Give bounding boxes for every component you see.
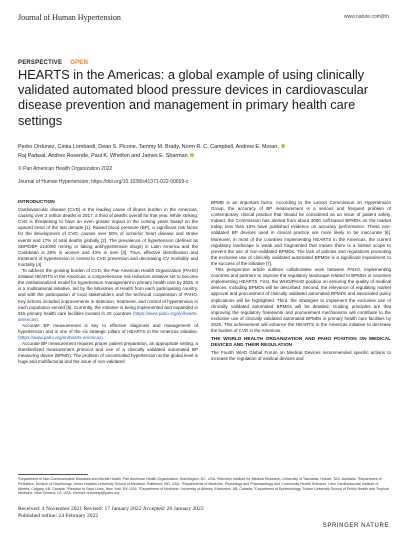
body-column-left [18, 200, 198, 366]
body-paragraph: Cardiovascular disease (CVD) is the leading cause of illness burden in the Americas, causing over 2 million deaths in 2017, a third of deaths overall for that year. While striking, CVD is threatening to have an even greater impact in the coming years based on the upward trend of the last decade [1]. Raised blood pressure (BP), a significant risk factor for the development of CVD, causes over 50% of ischemic heart disease and stroke events and 17% of total deaths globally [2]. The prevalence of hypertension (defined as SBP/DBP ≥140/90 mmHg or taking antihypertensive drugs) in Latin America and the Caribbean is 28% in women and 43% in men [3]. Thus, effective identification and treatment of hypertension is central to CVD prevention and decreasing CV morbidity and mortality [4]. [18, 207, 198, 267]
article-title: HEARTS in the Americas: a global example of using clinically validated automated blood pressure devices in cardiovascular disease prevention and management in primary health care settings [18, 67, 368, 128]
body-paragraph [18, 323, 198, 341]
body-paragraph [18, 268, 198, 323]
hearts-link[interactable]: (https://www.paho.org/en/hearts-americas). [18, 310, 198, 322]
body-text: Accurate BP measurement is key to effective diagnosis and management of hypertension and is one of the six strategic pillars of HEARTS in the Americas initiative. [18, 322, 198, 334]
body-text: To address the growing burden of CVD, the Pan American Health Organization (PAHO) initiated HEARTS in the Americas, a comprehensive risk reduction initiative set to become the institutionalized model for hypertension management in primary health care by 2025. It is a multinational initiative, led by the Ministries of Health from each participating country, and with the participation of local stakeholders and the technical cooperation of PAHO. Key actions included improvements in detection, treatment, and control of hypertension in each population served [5]. Currently, the initiative is being implemented and expanded in 915 primary health care facilities located in 20 countries [18, 268, 198, 316]
journal-url[interactable]: www.nature.com/jhh [343, 14, 389, 20]
body-column-right [211, 200, 391, 362]
affiliations-footnote: ¹Department of Non-Communicable Diseases and Mental Health, Pan American Health Organization, Washington, DC, USA. ²Menzies Institute for Medical Research, University of Tasmania, Hobart, TAS, Australia. ³Department of Pediatrics, Division of Nephrology, Johns Hopkins University School of Medicine, Baltimore, MD, USA. ⁴Departments of Medicine, Physiology and Pharmacology and Community Health Sciences, Libin Cardiovascular Institute of Alberta, Calgary, AB, Canada. ⁵Resolve to Save Lives, New York, NY, USA. ⁶Department of Medicine, University of Alberta, Edmonton, AB, Canada. ⁷Department of Epidemiology, Tulane University School of Public Health and Tropical Medicine, New Orleans, LA, USA. ✉email: ordunezp@paho.org [18, 477, 389, 496]
authors-text-2[interactable]: Raj Padwal, Andres Rosende, Paul K. Whelton and James E. Sharman [18, 153, 188, 159]
article-type-row [18, 60, 88, 66]
section-heading-introduction: INTRODUCTION [18, 200, 55, 205]
authors-text-1[interactable]: Pedro Ordunez, Cintia Lombardi, Dean S. Picone, Tammy M. Brady, Norm R. C. Campbell, Andrew E. Moran, [18, 144, 279, 150]
author-list [18, 143, 388, 161]
hearts-link[interactable]: (https://www.paho.org/en/hearts-americas). [18, 335, 105, 341]
orcid-icon[interactable] [281, 144, 285, 148]
copyright-line: © Pan American Health Organization 2022 [18, 166, 113, 172]
citation-line[interactable]: Journal of Human Hypertension; https://doi.org/10.1038/s41371-022-00659-z [18, 179, 189, 185]
body-paragraph: Accurate BP measurement requires proper patient preparation, an appropriate setting, a standardized measurement protocol and use of a clinically validated automated BP measuring device (BPMD). The problem of uncontrolled hypertension at the global level is huge and multifactorial and the issue of non-validated [18, 341, 198, 365]
body-paragraph: This perspective article outlines collaborative work between PAHO, implementing countries and partners to improve the regulatory landscape related to BPMDs in countries implementing HEARTS. First, the WHO/PAHO position on ensuring the quality of medical devices, including BPMDs will be described. Second, the relevance of regulating market approval and procurement of clinically validated automated BPMDs and associated policy implications will be highlighted. Third, the strategies to implement the exclusive use of clinically validated automated BPMDs will be detailed. Guiding principles are that improving the regulatory framework and procurement mechanisms will contribute to the exclusive use of clinically validated automated BPMDs in primary health care facilities by 2025. This achievement will enhance the HEARTS in the Americas initiative to decrease the burden of CVD in the Americas. [211, 267, 391, 333]
received-dates: Received: 4 November 2021 Revised: 17 January 2022 Accepted: 26 January 2022 [18, 506, 204, 512]
publisher-logo: SPRINGER NATURE [322, 523, 389, 529]
published-date: Published online: 24 February 2022 [18, 513, 99, 520]
footnote-divider [18, 474, 88, 475]
section-heading-who-paho: THE WORLD HEALTH ORGANIZATION AND PAHO POSITION ON MEDICAL DEVICES AND THEIR REGULATION [211, 337, 391, 349]
authors-line-1 [18, 143, 388, 152]
publication-dates [18, 506, 204, 521]
open-access-badge: OPEN [70, 60, 89, 66]
body-paragraph: The Fourth WHO Global Forum on Medical Devices recommended specific actions to increase the regulation of medical devices and [211, 350, 391, 362]
body-paragraph: BPMD is an important factor. According to the Lancet Commission on Hypertension Group, the accuracy of BP measurement is a serious and frequent problem of contemporary clinical practice that should be considered as an issue of patient safety. Indeed, the Commission has alerted from about 3000 cuff-based BPMDs on the market today, less than 15% have published evidence on accuracy performance. These non-validated BP devices used in clinical practice are more likely to be inaccurate [6]. Moreover, in most of the countries implementing HEARTS in the Americas, the current regulatory landscape is weak and fragmented that means there is a limited scope to prevent the use of non-validated BPMDs. The lack of policies and regulations promoting the exclusive use of clinically validated automated BPMDs is a significant impediment to the success of the initiative [7]. [211, 200, 391, 266]
authors-line-2 [18, 152, 388, 161]
article-type: PERSPECTIVE [18, 60, 63, 66]
journal-name: Journal of Human Hypertension [18, 13, 121, 22]
orcid-icon[interactable] [190, 153, 194, 157]
